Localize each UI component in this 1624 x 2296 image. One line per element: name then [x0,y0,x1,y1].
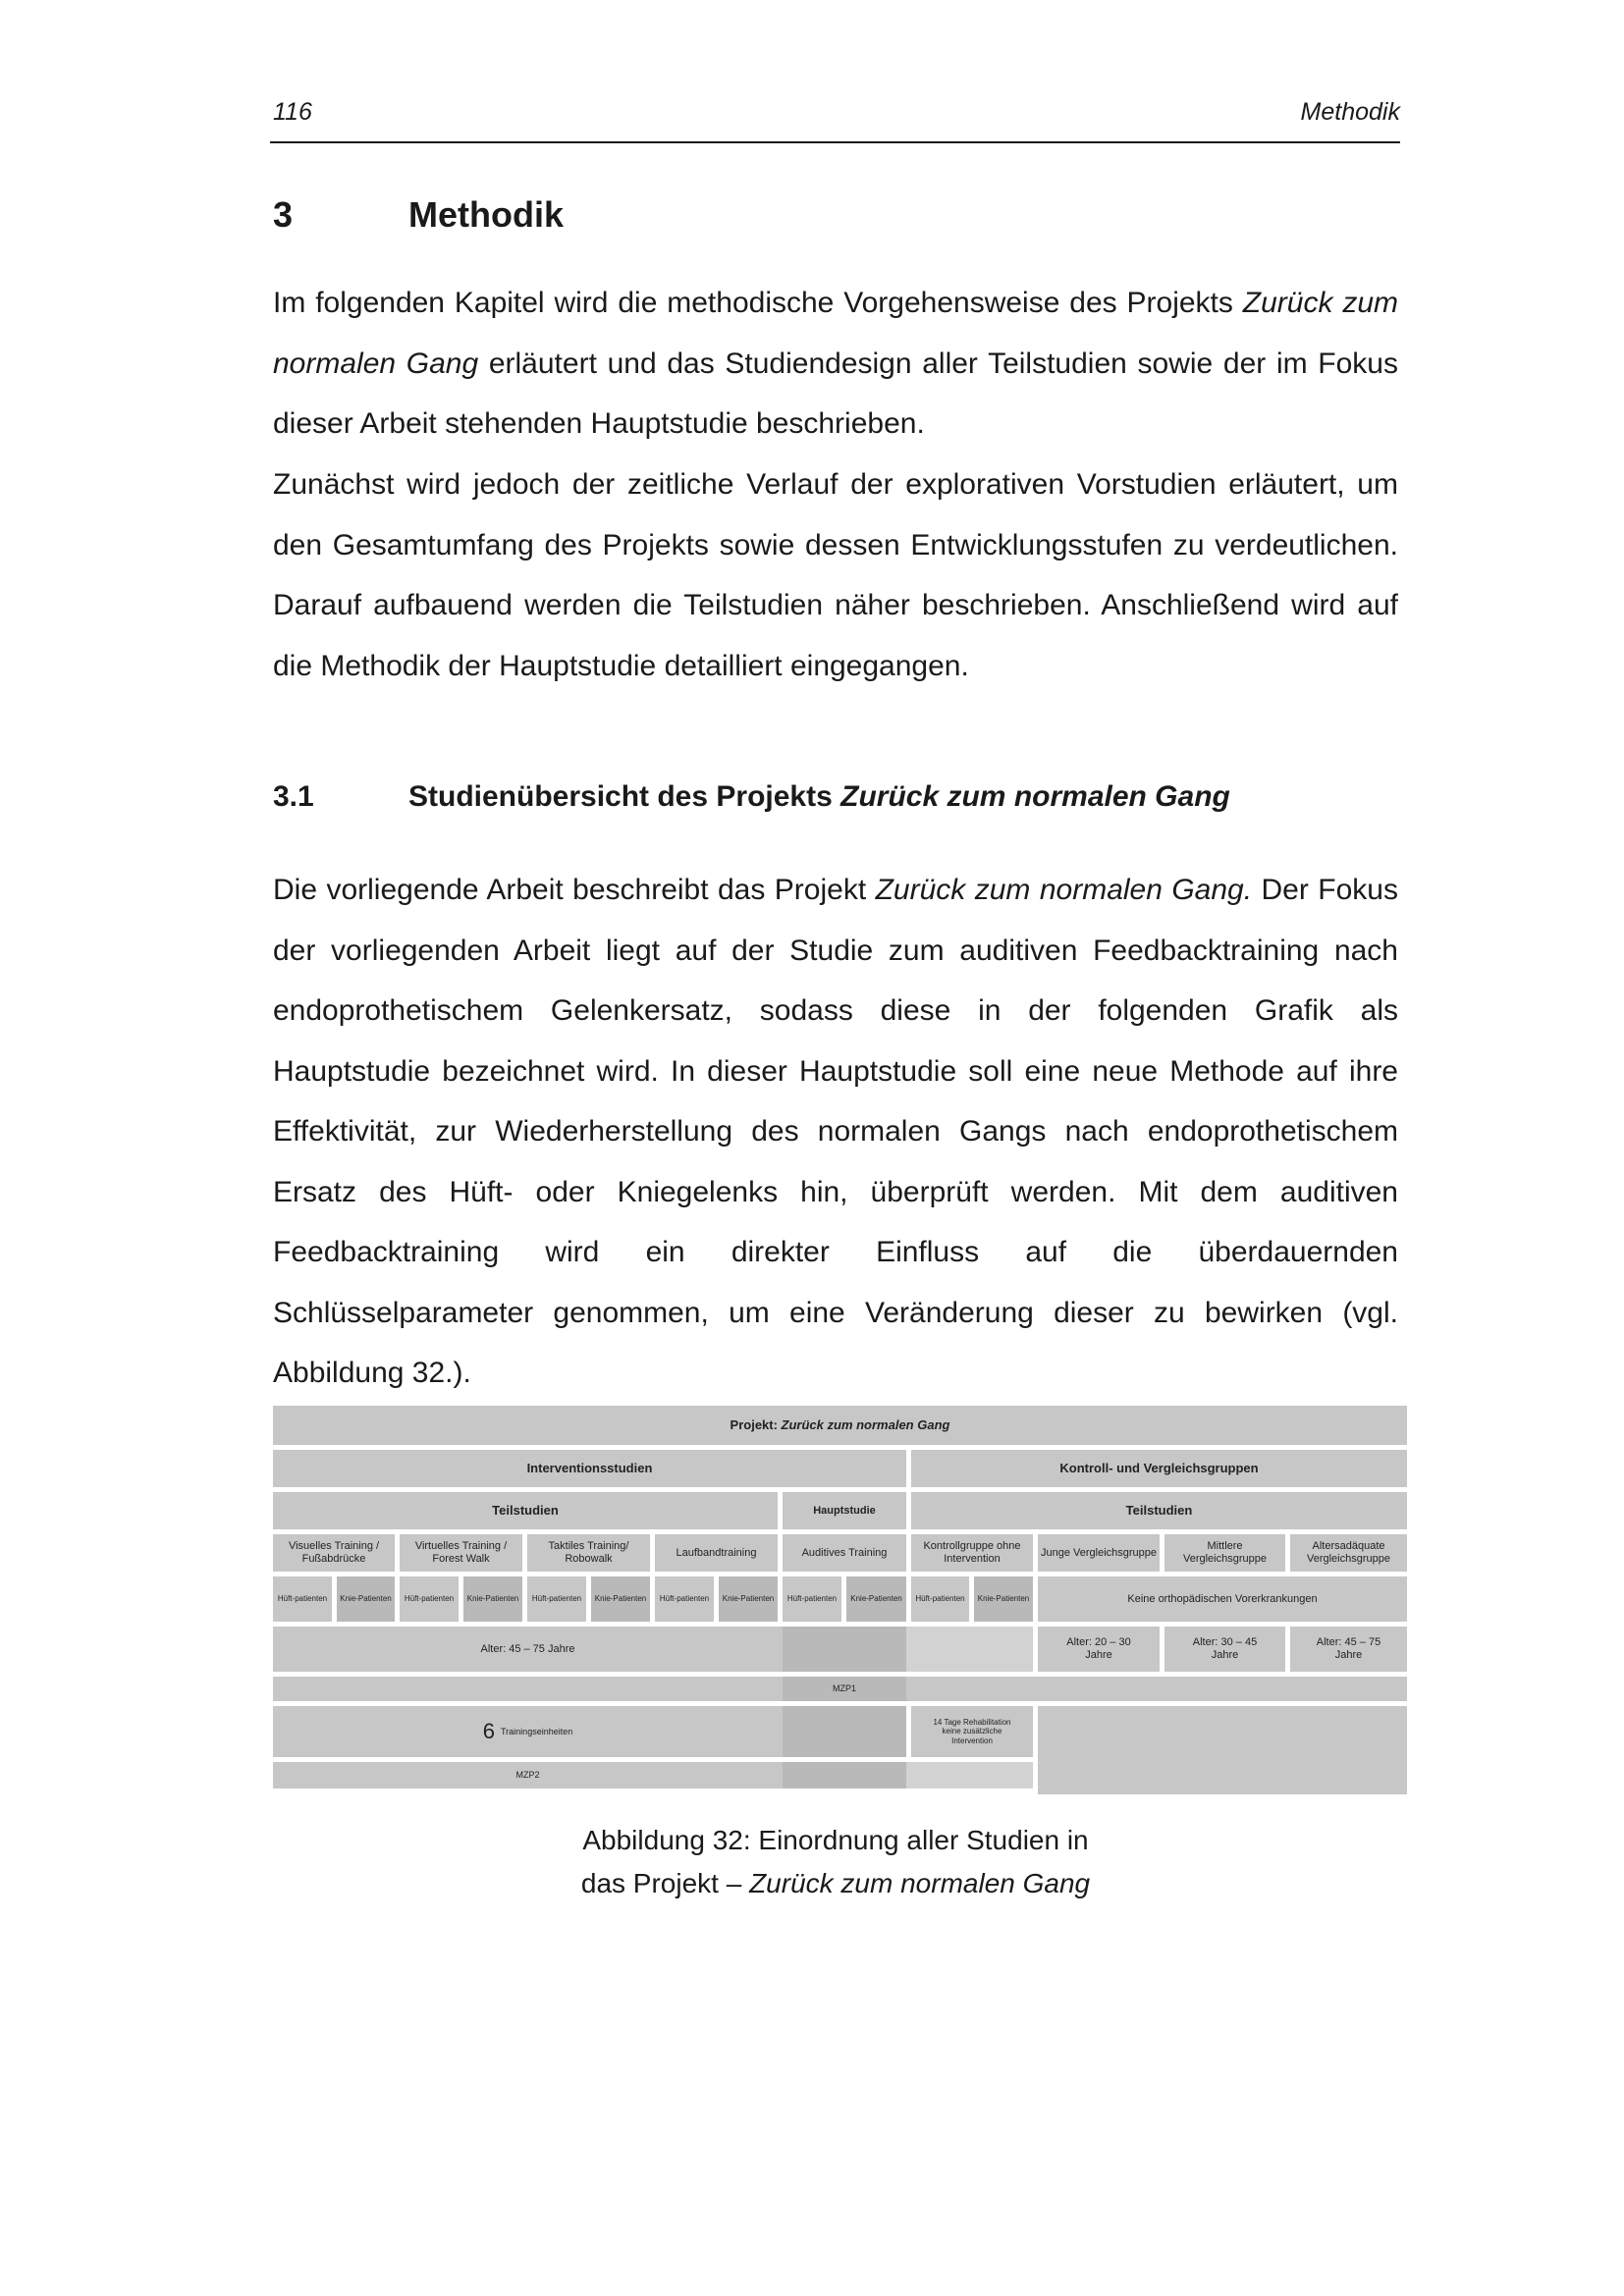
knie-patienten-2: Knie-Patienten [463,1576,522,1622]
training-number: 6 [482,1719,496,1744]
caption-line-2: das Projekt – Zurück zum normalen Gang [580,1868,1091,1898]
intro-paragraph-2: Zunächst wird jedoch der zeitliche Verlauf der explorativen Vorstudien erläutert, um den Gesamtumfang des Projekts sowie dessen Entwicklungsstufen zu verdeutlichen. Darauf aufbauend werden die Teilstudien näher beschrieben. Anschließend wird auf die Methodik der Hauptstudie detailliert eingegangen. [273,468,1398,682]
training-label: Trainingseinheiten [501,1726,573,1736]
interventionsstudien-header: Interventionsstudien [273,1450,906,1487]
alter-mittlere: Alter: 30 – 45 Jahre [1164,1627,1285,1672]
study-laufbandtraining: Laufbandtraining [655,1534,778,1572]
hueft-patienten-3: Hüft-patienten [527,1576,586,1622]
running-title: Methodik [1300,98,1400,126]
mzp2-kontroll-band [906,1762,1033,1789]
knie-patienten-3: Knie-Patienten [591,1576,650,1622]
teilstudien-left-header: Teilstudien [273,1492,778,1529]
knie-patienten-4: Knie-Patienten [719,1576,778,1622]
hauptstudie-header: Hauptstudie [783,1492,906,1529]
hueft-patienten-2: Hüft-patienten [400,1576,459,1622]
study-taktiles-training: Taktiles Training/ Robowalk [527,1534,650,1572]
trainingseinheiten [273,1706,783,1757]
alter-altersadaequat: Alter: 45 – 75 Jahre [1290,1627,1407,1672]
figure-title: Projekt: Zurück zum normalen Gang [273,1406,1407,1445]
hueft-patienten-6: Hüft-patienten [911,1576,969,1622]
knie-patienten-5: Knie-Patienten [846,1576,906,1622]
kontrollgruppen-header: Kontroll- und Vergleichsgruppen [911,1450,1407,1487]
vergleichsgruppen-lower-block [1038,1706,1407,1794]
hueft-patienten-5: Hüft-patienten [783,1576,841,1622]
hueft-patienten-1: Hüft-patienten [273,1576,332,1622]
section-number: 3.1 [273,780,314,813]
figure-caption [273,1819,1398,1905]
training-hauptstudie-band [783,1706,906,1757]
alter-hauptstudie-band [783,1627,906,1672]
caption-line-1: Abbildung 32: Einordnung aller Studien in [582,1825,1089,1855]
study-visuelles-training: Visuelles Training / Fußabdrücke [273,1534,395,1572]
page-number: 116 [273,98,312,126]
reha-box: 14 Tage Rehabilitation keine zusätzliche Intervention [911,1706,1033,1757]
study-altersadaequate-vergleichsgruppe: Altersadäquate Vergleichsgruppe [1290,1534,1407,1572]
alter-kontrollgruppe-band [906,1627,1033,1672]
study-virtuelles-training: Virtuelles Training / Forest Walk [400,1534,522,1572]
study-junge-vergleichsgruppe: Junge Vergleichsgruppe [1038,1534,1160,1572]
teilstudien-right-header: Teilstudien [911,1492,1407,1529]
chapter-number: 3 [273,194,294,235]
hueft-patienten-4: Hüft-patienten [655,1576,714,1622]
mzp2-hauptstudie-band [783,1762,906,1789]
keine-vorerkrankungen: Keine orthopädischen Vorerkrankungen [1038,1576,1407,1622]
body-paragraph: Die vorliegende Arbeit beschreibt das Projekt Zurück zum normalen Gang. Der Fokus der vorliegenden Arbeit liegt auf der Studie zum auditiven Feedbacktraining nach endoprothetischem Gelenkersatz, sodass diese in der folgenden Grafik als Hauptstudie bezeichnet wird. In dieser Hauptstudie soll eine neue Methode auf ihre Effektivität, zur Wiederherstellung des normalen Gangs nach endoprothetischem Ersatz des Hüft- oder Kniegelenks hin, überprüft werden. Mit dem auditiven Feedbacktraining wird ein direkter Einfluss auf die überdauernden Schlüsselparameter genommen, um eine Veränderung dieser zu bewirken (vgl. Abbildung 32.). [273,874,1398,1389]
knie-patienten-6: Knie-Patienten [974,1576,1033,1622]
chapter-title: Methodik [408,194,564,235]
study-overview-figure [273,1406,1407,1794]
study-mittlere-vergleichsgruppe: Mittlere Vergleichsgruppe [1164,1534,1285,1572]
study-kontrollgruppe: Kontrollgruppe ohne Intervention [911,1534,1033,1572]
alter-interventionsstudien: Alter: 45 – 75 Jahre [273,1627,783,1672]
alter-junge: Alter: 20 – 30 Jahre [1038,1627,1160,1672]
intro-paragraph-1: Im folgenden Kapitel wird die methodische Vorgehensweise des Projekts Zurück zum normalen Gang erläutert und das Studiendesign aller Teilstudien sowie der im Fokus dieser Arbeit stehenden Hauptstudie beschrieben. [273,287,1399,440]
knie-patienten-1: Knie-Patienten [337,1576,395,1622]
mzp1-label: MZP1 [783,1677,906,1701]
section-title: Studienübersicht des Projekts Zurück zum normalen Gang [408,780,1230,813]
mzp2-label: MZP2 [273,1762,783,1789]
header-rule [270,141,1400,143]
study-auditives-training: Auditives Training [783,1534,906,1572]
